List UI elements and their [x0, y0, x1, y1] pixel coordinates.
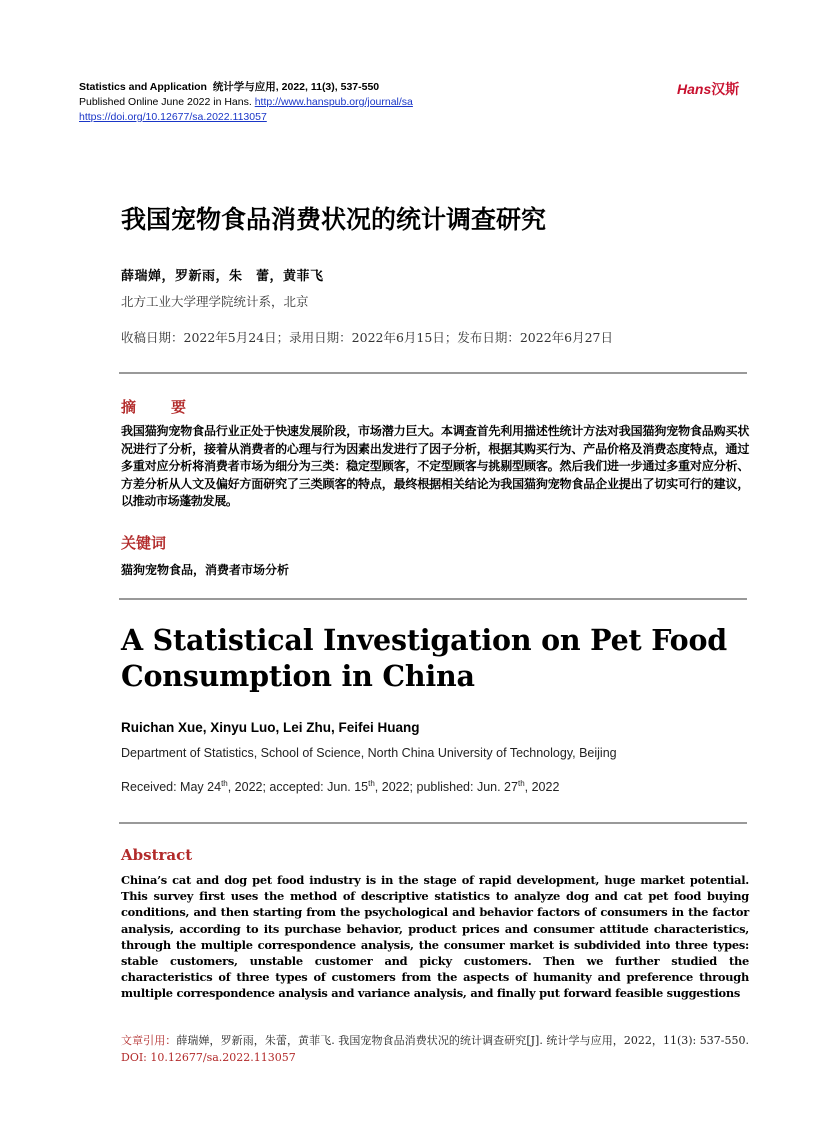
chinese-abstract-heading: 摘 要	[121, 398, 197, 416]
chinese-title: 我国宠物食品消费状况的统计调查研究	[121, 205, 547, 234]
english-abstract-heading: Abstract	[121, 846, 193, 864]
chinese-keywords: 猫狗宠物食品，消费者市场分析	[121, 563, 290, 577]
doi-link[interactable]: https://doi.org/10.12677/sa.2022.113057	[79, 111, 267, 123]
citation	[121, 1032, 749, 1066]
chinese-authors: 薛瑞婵，罗新雨，朱 蕾，黄菲飞	[121, 269, 324, 284]
chinese-dates: 收稿日期：2022年5月24日；录用日期：2022年6月15日；发布日期：2022年6月27日	[121, 330, 614, 345]
citation-doi[interactable]: DOI: 10.12677/sa.2022.113057	[121, 1051, 296, 1064]
english-dates: Received: May 24th, 2022; accepted: Jun. 15th, 2022; published: Jun. 27th, 2022	[121, 779, 560, 795]
english-authors: Ruichan Xue, Xinyu Luo, Lei Zhu, Feifei Huang	[121, 720, 420, 735]
divider	[119, 372, 747, 374]
journal-issue: 统计学与应用, 2022, 11(3), 537-550	[212, 81, 380, 93]
journal-link[interactable]: http://www.hanspub.org/journal/sa	[254, 96, 413, 108]
english-abstract: China’s cat and dog pet food industry is in the stage of rapid development, huge market potential. This survey first uses the method of descriptive statistics to analyze dog and cat pet food buying conditions, and then starting from the psychological and behavior factors of consumers in the factor analysis, according to its purchase behavior, product prices and consumer attitude characteristics, through the multiple correspondence analysis, the consumer market is subdivided into three types: stable customers, unstable customer and picky customers. Then we further studied the characteristics of three types of customers from the aspects of humanity and preference through multiple correspondence analysis and variance analysis, and finally put forward feasible suggestions	[121, 873, 749, 1001]
chinese-abstract: 我国猫狗宠物食品行业正处于快速发展阶段，市场潜力巨大。本调查首先利用描述性统计方法对我国猫狗宠物食品购买状况进行了分析，接着从消费者的心理与行为因素出发进行了因子分析，根据其购买行为、产品价格及消费态度特点，通过多重对应分析将消费者市场为细分为三类：稳定型顾客，不定型顾客与挑剔型顾客。然后我们进一步通过多重对应分析、方差分析从人文及偏好方面研究了三类顾客的特点，最终根据相关结论为我国猫狗宠物食品企业提出了切实可行的建议，以推动市场蓬勃发展。	[121, 424, 749, 508]
chinese-keywords-heading: 关键词	[121, 534, 167, 552]
divider	[119, 822, 747, 824]
journal-name: Statistics and Application	[79, 81, 207, 93]
citation-label: 文章引用：	[121, 1034, 177, 1047]
citation-text: 薛瑞婵，罗新雨，朱蕾，黄菲飞. 我国宠物食品消费状况的统计调查研究[J]. 统计学与应用，2022，11(3): 537-550.	[176, 1034, 749, 1047]
chinese-affiliation: 北方工业大学理学院统计系，北京	[121, 294, 309, 309]
english-affiliation: Department of Statistics, School of Science, North China University of Technology, Beijing	[121, 746, 617, 760]
english-title: A Statistical Investigation on Pet Food Consumption in China	[121, 623, 728, 693]
journal-header	[79, 80, 413, 125]
divider	[119, 598, 747, 600]
hans-logo: Hans汉斯	[677, 81, 740, 97]
published-online: Published Online June 2022 in Hans.	[79, 96, 252, 108]
